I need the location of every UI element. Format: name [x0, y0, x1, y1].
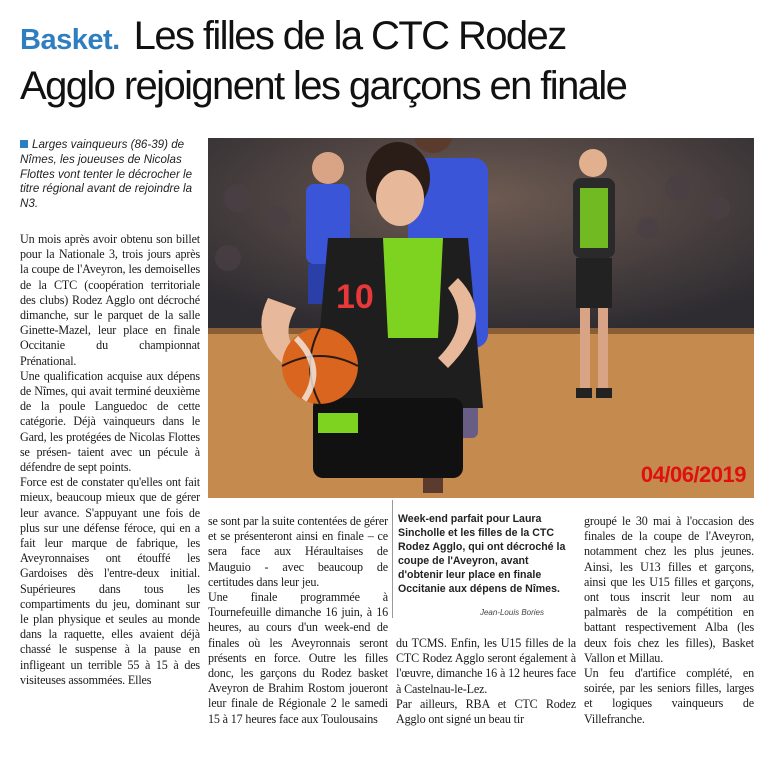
article-paragraph: du TCMS. Enfin, les U15 filles de la CTC Rodez Agglo seront également à l'œuvre, dimanche 16 à 12 heures face à Castelnau-le-Lez.	[396, 636, 576, 696]
headline-line-2: Agglo rejoignent les garçons en finale	[20, 64, 627, 108]
headline	[20, 14, 755, 110]
article-column-4	[584, 514, 754, 727]
date-stamp: 04/06/2019	[640, 462, 746, 487]
article-column-1	[20, 232, 200, 688]
player-jersey-number: 10	[336, 278, 374, 316]
article-paragraph: Un feu d'artifice complété, en soirée, par les seniors filles, larges et logiques vainqueurs de Villefranche.	[584, 666, 754, 726]
photo-caption: Week-end parfait pour Laura Sincholle et les filles de la CTC Rodez Agglo, qui ont décroché la coupe de l'Aveyron, avant d'obtenir leur place en finale Occitanie aux dépens de Nîmes.	[398, 513, 566, 595]
article-column-3	[396, 636, 576, 727]
article-paragraph: groupé le 30 mai à l'occasion des finales de la coupe de l'Aveyron, notamment chez les plus jeunes. Ainsi, les U13 filles et garçons, ainsi que les U15 filles et garçons, ont tous inscrit leur nom au palmarès de la compétition en battant respectivement Alba (les deux fois chez les filles), Basket Vallon et Millau.	[584, 514, 754, 665]
article-paragraph: Une qualification acquise aux dépens de Nîmes, qui avait terminé deuxième de la poule Languedoc de cette catégorie. Déjà vainqueurs dans le Gard, les protégées de Nicolas Flottes se présen- taient avec un pécule à défendre de sept points.	[20, 368, 200, 475]
article-photo	[208, 138, 754, 498]
article-paragraph: se sont par la suite contentées de gérer et se présenteront ainsi en finale – ce sera face aux Héraultaises de Mauguio - avec beaucoup de certitudes dans leur jeu.	[208, 514, 388, 589]
caption-divider	[392, 500, 393, 618]
bullet-square-icon	[20, 140, 28, 148]
lead-text: Larges vainqueurs (86-39) de Nîmes, les joueuses de Nicolas Flottes vont tenter le décrocher le titre régional avant de rejoindre la N3.	[20, 138, 193, 211]
basketball	[282, 328, 358, 404]
lead-paragraph	[20, 138, 200, 212]
article-column-2	[208, 514, 388, 727]
photo-credit: Jean-Louis Bories	[479, 608, 544, 617]
article-paragraph: Force est de constater qu'elles ont fait mieux, beaucoup mieux que de gérer leur avance. S'appuyant une fois de plus sur une défense féroce, qui en a fait leur marque de fabrique, les Aveyronnaises ont étouffé les Gardoises dès l'entre-deux initial. Supérieures dans tous les compartiments du jeu, dominant sur le plan physique et seules au monde dans la raquette, elles avaient déjà chassé le suspense à la pause en infligeant un terrible 55 à 15 à des visiteuses assommées. Elles	[20, 475, 200, 687]
headline-kicker: Basket.	[20, 24, 120, 56]
headline-line-1: Les filles de la CTC Rodez	[133, 14, 566, 58]
article-paragraph: Une finale programmée à Tournefeuille dimanche 16 juin, à 16 heures, au cours d'un week-end de finales où les Aveyronnais seront présents en force. Outre les filles donc, les garçons du Rodez basket Aveyron de Brahim Rostom joueront leur finale de Régionale 2 le samedi 15 à 17 heures face aux Toulousains	[208, 590, 388, 726]
article-paragraph: Un mois après avoir obtenu son billet pour la Nationale 3, trois jours après la coupe de l'Aveyron, les demoiselles de la CTC (coopération territoriale des clubs) Rodez Agglo ont décroché dimanche, sur le parquet de la salle Ginette-Mazel, leur place en finale Occitanie du championnat Prénational.	[20, 232, 200, 368]
basketball-players-illustration	[208, 138, 754, 498]
article-paragraph: Par ailleurs, RBA et CTC Rodez Agglo ont signé un beau tir	[396, 696, 576, 727]
